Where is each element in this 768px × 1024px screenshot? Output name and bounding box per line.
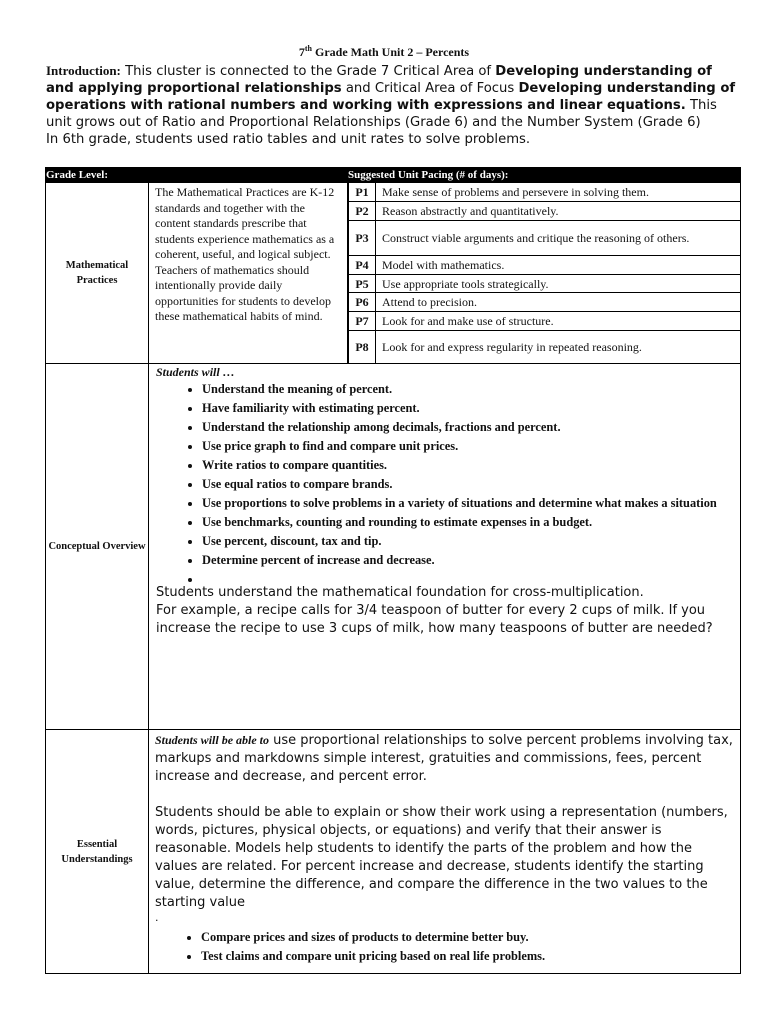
practices-list <box>348 183 740 363</box>
practice-row <box>349 183 741 202</box>
list-item: • Use benchmarks, counting and rounding to estimate expenses in a budget. <box>202 515 734 530</box>
pacing-header: Suggested Unit Pacing (# of days): <box>348 168 741 183</box>
intro-bold-1: Developing understanding of and applying proportional relationships <box>46 64 712 96</box>
list-item: • Use equal ratios to compare brands. <box>202 477 734 492</box>
essential-representation-paragraph: Students should be able to explain or show their work using a representation (numbers, words, pictures, physical objects, or equations) and verify that their answer is reasonable. Models help students to identify the parts of the problem and how the values are related. For percent increase and decrease, students identify the starting value, determine the difference, and compare the difference in the two values to the starting value <box>155 805 728 910</box>
conceptual-overview-label: Conceptual Overview <box>46 364 149 730</box>
practice-code: P7 <box>349 312 376 331</box>
students-able-lead: Students will be able to <box>155 733 270 747</box>
intro-text-2: and Critical Area of Focus <box>341 81 519 96</box>
practice-code: P2 <box>349 202 376 221</box>
list-item: • Use proportions to solve problems in a variety of situations and determine what makes a situation <box>202 496 734 511</box>
practice-row <box>349 312 741 331</box>
essential-lead-text: use proportional relationships to solve percent problems involving tax, markups and markdowns simple interest, gratuities and commissions, fees, percent increase and decrease, and percent error. <box>155 733 733 784</box>
conceptual-overview-content <box>149 364 741 730</box>
title-grade: 7 <box>298 45 305 59</box>
practices-cell <box>348 183 741 364</box>
intro-text-3: This unit grows out of Ratio and Proportional Relationships (Grade 6) and the Number System (Grade 6) <box>46 98 717 130</box>
list-item: • Use percent, discount, tax and tip. <box>202 534 734 549</box>
intro-bold-2: Developing understanding of operations with rational numbers and working with expressions and linear equations. <box>46 81 736 113</box>
conceptual-overview-row <box>46 364 741 730</box>
practice-code: P4 <box>349 255 376 274</box>
list-item: • Understand the relationship among decimals, fractions and percent. <box>202 420 734 435</box>
mathematical-practices-row <box>46 183 741 364</box>
practice-text: Look for and express regularity in repeated reasoning. <box>376 331 741 363</box>
recipe-example-paragraph: For example, a recipe calls for 3/4 teaspoon of butter for every 2 cups of milk. If you increase the recipe to use 3 cups of milk, how many teaspoons of butter are needed? <box>156 603 713 636</box>
header-row <box>46 168 741 183</box>
students-will-lead: Students will … <box>156 365 235 379</box>
intro-line-2: In 6th grade, students used ratio tables and unit rates to solve problems. <box>46 132 531 147</box>
practice-code: P1 <box>349 183 376 202</box>
list-item <box>202 572 734 584</box>
practice-text: Make sense of problems and persevere in solving them. <box>376 183 741 202</box>
practice-code: P8 <box>349 331 376 363</box>
practice-row <box>349 331 741 363</box>
unit-table <box>45 167 741 974</box>
practice-text: Model with mathematics. <box>376 255 741 274</box>
conceptual-bullet-list <box>156 382 734 584</box>
title-text: Grade Math Unit 2 – Percents <box>312 45 470 59</box>
essential-bullet-list <box>155 930 734 964</box>
practice-row <box>349 293 741 312</box>
list-item: • Compare prices and sizes of products to determine better buy. <box>201 930 734 945</box>
page-title <box>0 44 768 60</box>
mathematical-practices-description: The Mathematical Practices are K-12 standards and together with the content standards prescribe that students experience mathematics as a coherent, useful, and logical subject. Teachers of mathematics should intentionally provide daily opportunities for students to develop these mathematical habits of mind. <box>149 183 348 364</box>
list-item: • Determine percent of increase and decrease. <box>202 553 734 568</box>
essential-understandings-row <box>46 730 741 974</box>
cross-multiplication-paragraph: Students understand the mathematical foundation for cross-multiplication. <box>156 585 644 600</box>
practice-row <box>349 221 741 255</box>
practice-row <box>349 274 741 293</box>
essential-lead-paragraph <box>155 731 734 786</box>
essential-understandings-label: Essential Understandings <box>46 730 149 974</box>
practice-row <box>349 202 741 221</box>
introduction <box>46 62 736 148</box>
essential-dot: . <box>155 911 159 924</box>
list-item: • Have familiarity with estimating percent. <box>202 401 734 416</box>
practice-code: P3 <box>349 221 376 255</box>
mathematical-practices-label: Mathematical Practices <box>46 183 149 364</box>
practice-text: Construct viable arguments and critique the reasoning of others. <box>376 221 741 255</box>
practice-code: P5 <box>349 274 376 293</box>
list-item: • Test claims and compare unit pricing based on real life problems. <box>201 949 734 964</box>
practice-code: P6 <box>349 293 376 312</box>
essential-understandings-content <box>149 730 741 974</box>
practice-text: Attend to precision. <box>376 293 741 312</box>
grade-level-header: Grade Level: <box>46 168 348 183</box>
intro-label: Introduction: <box>46 63 121 78</box>
practice-text: Reason abstractly and quantitatively. <box>376 202 741 221</box>
list-item: • Use price graph to find and compare unit prices. <box>202 439 734 454</box>
practice-row <box>349 255 741 274</box>
intro-text-1: This cluster is connected to the Grade 7 Critical Area of <box>120 64 496 79</box>
list-item: • Write ratios to compare quantities. <box>202 458 734 473</box>
practice-text: Use appropriate tools strategically. <box>376 274 741 293</box>
list-item: • Understand the meaning of percent. <box>202 382 734 397</box>
title-superscript: th <box>304 44 313 53</box>
practice-text: Look for and make use of structure. <box>376 312 741 331</box>
